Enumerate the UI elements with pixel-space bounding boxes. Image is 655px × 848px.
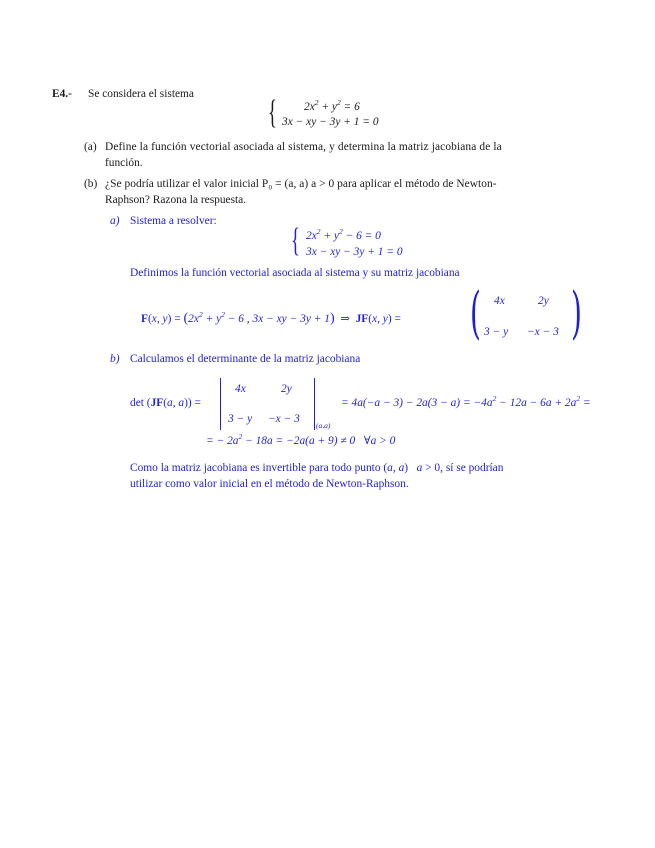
det-right-bar [314, 378, 315, 430]
part-b-line2: Raphson? Razona la respuesta. [105, 194, 247, 206]
det-left-bar [220, 378, 221, 430]
part-a-line1: Define la función vectorial asociada al sistema, y determina la matriz jacobiana de la [105, 141, 502, 153]
part-b-line1: ¿Se podría utilizar el valor inicial P₀ = (a, a) a > 0 para aplicar el método de Newton- [105, 178, 497, 190]
det-eval-point: (a,a) [316, 421, 331, 430]
vector-function: F(x, $y) = (2x^2 + y^2 - 6$ , 3x − xy − 3y + 1) ⇒ JF(x, y) = [141, 310, 401, 326]
jacobian-m22: −x − 3 [527, 326, 559, 338]
matrix-right-paren: ) [571, 281, 582, 346]
det-line1-rhs: = $4a(-a - 3) - 2a(3 - a) = -4a^2 - 12a - 6a + 2a^2$ = [341, 394, 591, 409]
det-line2: = − $2a^2 - 18a = -2a(a + 9) \ne 0$ ∀a > 0 [206, 432, 396, 447]
part-b-marker: (b) [84, 178, 98, 190]
conclusion-line1: Como la matriz jacobiana es invertible para todo punto (a, a) a > 0, sí se podrían [130, 462, 504, 474]
system-brace: { [268, 94, 277, 131]
det-m11: 4x [235, 383, 246, 395]
jacobian-m11: 4x [494, 295, 505, 307]
matrix-left-paren: ( [470, 281, 481, 346]
det-m22: −x − 3 [268, 413, 300, 425]
part-a-line2: función. [105, 157, 143, 169]
solution-a-heading: Sistema a resolver: [130, 215, 217, 227]
jacobian-m21: 3 − y [484, 326, 509, 338]
determinant-lhs: det (JF(a, a)) = [130, 397, 201, 409]
jacobian-m12: 2y [538, 295, 549, 307]
solution-b-heading: Calculamos el determinante de la matriz jacobiana [130, 353, 361, 365]
solution-system-brace: { [291, 222, 300, 259]
system-eq2: 3x − xy − 3y + 1 = 0 [282, 116, 379, 128]
solution-eq1: $2x^2 + y^2 - 6 = 0$ [306, 227, 381, 242]
part-a-marker: (a) [84, 141, 97, 153]
solution-b-marker: b) [110, 353, 120, 365]
solution-eq2: 3x − xy − 3y + 1 = 0 [306, 246, 403, 258]
solution-a-text: Definimos la función vectorial asociada al sistema y su matriz jacobiana [130, 267, 460, 279]
conclusion-line2: utilizar como valor inicial en el método de Newton-Raphson. [130, 478, 409, 490]
problem-intro: Se considera el sistema [88, 88, 194, 100]
problem-label: E4.- [52, 88, 72, 100]
system-eq1: $2x^2 + y^2 = 6$ [304, 98, 360, 113]
det-m21: 3 − y [228, 413, 253, 425]
det-m12: 2y [281, 383, 292, 395]
solution-a-marker: a) [110, 215, 120, 227]
